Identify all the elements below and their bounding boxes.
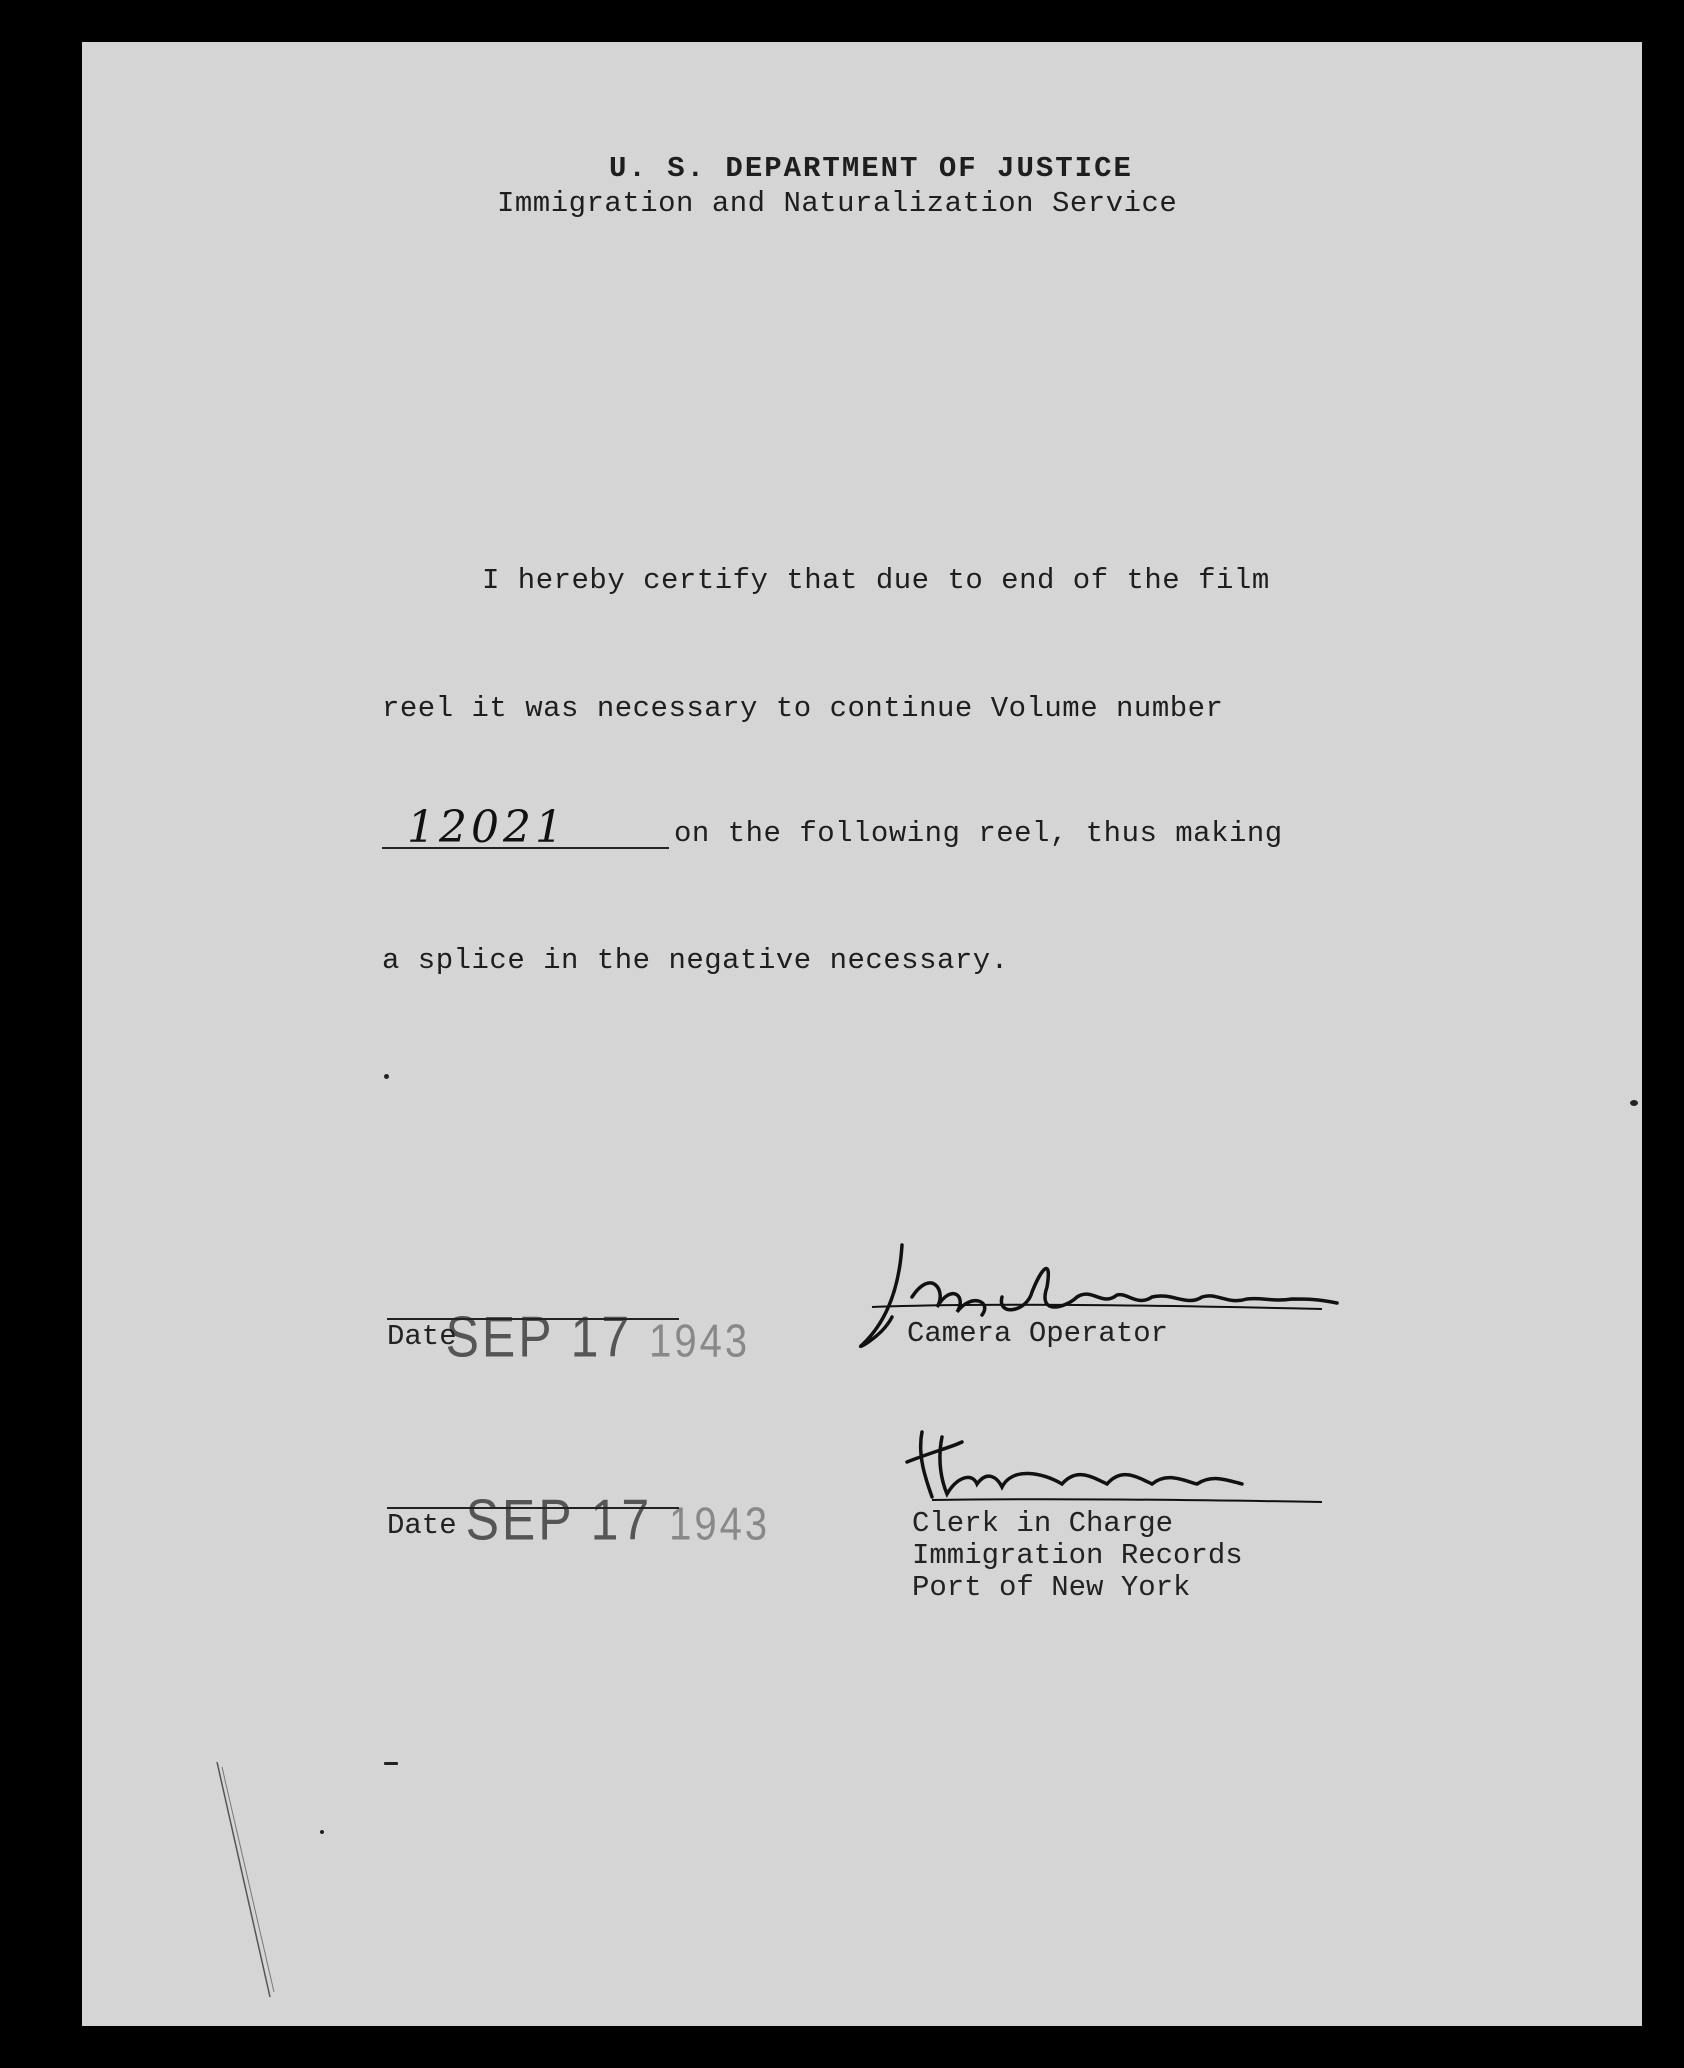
clerk-title-1: Clerk in Charge <box>912 1507 1174 1540</box>
volume-number-underline <box>382 847 669 849</box>
camera-operator-label: Camera Operator <box>907 1317 1169 1350</box>
body-line-4: a splice in the negative necessary. <box>382 944 1009 977</box>
dust-speck <box>384 1074 389 1079</box>
date-stamp-1-text: SEP 17 <box>445 1304 633 1370</box>
date-label-2: Date <box>387 1509 457 1542</box>
date-stamp-2-text: SEP 17 <box>465 1487 653 1553</box>
agency-heading: U. S. DEPARTMENT OF JUSTICE <box>609 152 1133 185</box>
date-label-1: Date <box>387 1320 457 1353</box>
body-line-1: I hereby certify that due to end of the film <box>482 564 1270 597</box>
clerk-title-2: Immigration Records <box>912 1539 1243 1572</box>
body-line-2: reel it was necessary to continue Volume number <box>382 692 1224 725</box>
date-stamp-1-year: 1943 <box>649 1316 751 1367</box>
clerk-signature <box>902 1422 1362 1512</box>
date-stamp-2-year: 1943 <box>669 1499 771 1550</box>
service-heading: Immigration and Naturalization Service <box>497 187 1178 220</box>
film-scratch <box>212 1757 292 2007</box>
dust-speck <box>320 1830 324 1834</box>
document-page <box>82 42 1642 2026</box>
clerk-title-3: Port of New York <box>912 1571 1191 1604</box>
volume-number-handwritten: 12021 <box>407 802 567 853</box>
dust-speck <box>1630 1100 1638 1106</box>
body-line-3: on the following reel, thus making <box>674 817 1283 850</box>
dust-speck <box>384 1762 398 1765</box>
